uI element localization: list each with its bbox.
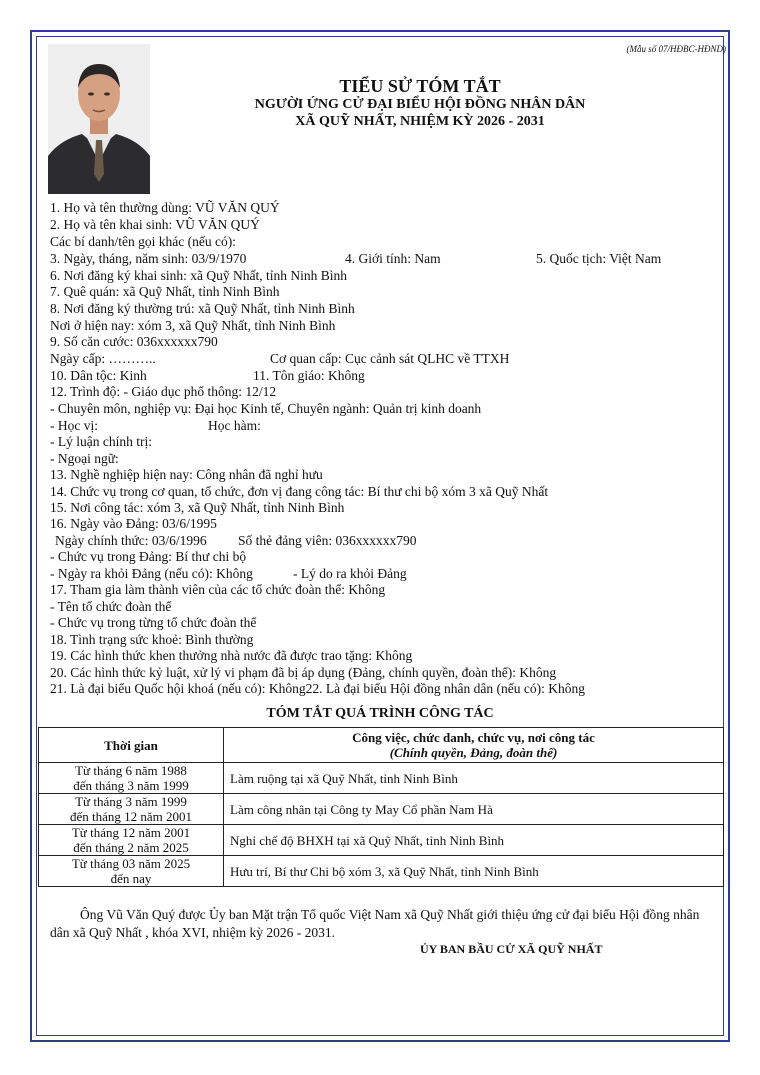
field-ethnicity: 10. Dân tộc: Kinh xyxy=(50,368,147,383)
table-row xyxy=(39,763,724,794)
field-birth-name: 2. Họ và tên khai sinh: VŨ VĂN QUÝ xyxy=(50,217,260,232)
period-cell xyxy=(39,763,224,794)
description-cell: Hưu trí, Bí thư Chi bộ xóm 3, xã Quỹ Nhất, tỉnh Ninh Bình xyxy=(224,856,724,887)
column-header-description-line1: Công việc, chức danh, chức vụ, nơi công tác xyxy=(352,730,595,745)
period-to: đến tháng 2 năm 2025 xyxy=(73,840,189,855)
description-cell: Làm công nhân tại Công ty May Cổ phần Nam Hà xyxy=(224,794,724,825)
field-party-join-date: 16. Ngày vào Đảng: 03/6/1995 xyxy=(50,516,217,531)
table-row xyxy=(39,825,724,856)
field-issuer: Cơ quan cấp: Cục cảnh sát QLHC về TTXH xyxy=(270,351,510,366)
document-title: TIỂU SỬ TÓM TẮT xyxy=(339,76,501,96)
table-row xyxy=(39,794,724,825)
field-occupation: 13. Nghề nghiệp hiện nay: Công nhân đã nghỉ hưu xyxy=(50,467,323,482)
work-history-title: TÓM TẮT QUÁ TRÌNH CÔNG TÁC xyxy=(266,706,494,721)
table-row xyxy=(39,856,724,887)
field-workplace: 15. Nơi công tác: xóm 3, xã Quỹ Nhất, tỉnh Ninh Bình xyxy=(50,500,345,515)
field-id-number: 9. Số căn cước: 036xxxxxx790 xyxy=(50,334,218,349)
period-from: Từ tháng 12 năm 2001 xyxy=(71,825,191,840)
field-academic-title: Học hàm: xyxy=(208,418,261,433)
period-from: Từ tháng 3 năm 1999 xyxy=(75,794,187,809)
field-hometown: 7. Quê quán: xã Quỹ Nhất, tỉnh Ninh Bình xyxy=(50,284,280,299)
candidate-portrait xyxy=(48,44,150,194)
field-birth-date: 3. Ngày, tháng, năm sinh: 03/9/1970 xyxy=(50,251,247,266)
work-history-table xyxy=(38,727,724,887)
period-from: Từ tháng 03 năm 2025 xyxy=(71,856,191,871)
field-organizations: 17. Tham gia làm thành viên của các tổ chức đoàn thể: Không xyxy=(50,582,386,597)
field-permanent-residence: 8. Nơi đăng ký thường trú: xã Quỹ Nhất, tỉnh Ninh Bình xyxy=(50,301,355,316)
field-religion: 11. Tôn giáo: Không xyxy=(253,368,365,383)
field-discipline: 20. Các hình thức kỷ luật, xử lý vi phạm đã bị áp dụng (Đảng, chính quyền, đoàn thể): Không xyxy=(50,665,557,680)
field-gender: 4. Giới tính: Nam xyxy=(345,251,441,266)
field-degree: - Học vị: xyxy=(50,418,98,433)
column-header-description xyxy=(224,728,724,763)
field-education: 12. Trình độ: - Giáo dục phổ thông: 12/12 xyxy=(50,384,277,399)
column-header-period: Thời gian xyxy=(39,728,224,763)
signature-block: ỦY BAN BẦU CỬ XÃ QUỸ NHẤT xyxy=(420,942,603,956)
field-nationality: 5. Quốc tịch: Việt Nam xyxy=(536,251,662,266)
period-cell xyxy=(39,856,224,887)
field-official-date: Ngày chính thức: 03/6/1996 xyxy=(55,533,207,548)
form-code: (Mẫu số 07/HĐBC-HĐND) xyxy=(626,44,726,54)
document-subtitle: NGƯỜI ỨNG CỬ ĐẠI BIỂU HỘI ĐỒNG NHÂN DÂN xyxy=(254,97,586,112)
field-foreign-language: - Ngoại ngữ: xyxy=(50,451,119,466)
field-party-card: Số thẻ đảng viên: 036xxxxxx790 xyxy=(238,533,417,548)
field-position: 14. Chức vụ trong cơ quan, tổ chức, đơn vị đang công tác: Bí thư chi bộ xóm 3 xã Quỹ Nhất xyxy=(50,484,549,499)
field-common-name: 1. Họ và tên thường dùng: VŨ VĂN QUÝ xyxy=(50,200,280,215)
description-cell: Nghỉ chế độ BHXH tại xã Quỹ Nhất, tỉnh Ninh Bình xyxy=(224,825,724,856)
field-health: 18. Tình trạng sức khoẻ: Bình thường xyxy=(50,632,254,647)
field-birth-registration: 6. Nơi đăng ký khai sinh: xã Quỹ Nhất, tỉnh Ninh Bình xyxy=(50,268,347,283)
closing-statement: Ông Vũ Văn Quý được Ủy ban Mặt trận Tổ quốc Việt Nam xã Quỹ Nhất giới thiệu ứng cử đại biểu Hội đồng nhân dân xã Quỹ Nhất , khóa XVI, nhiệm kỳ 2026 - 2031. xyxy=(50,907,700,940)
field-party-leave-date: - Ngày ra khỏi Đảng (nếu có): Không xyxy=(50,566,253,581)
field-political-theory: - Lý luận chính trị: xyxy=(50,434,152,449)
table-header-row xyxy=(39,728,724,763)
field-major: - Chuyên môn, nghiệp vụ: Đại học Kinh tế, Chuyên ngành: Quản trị kinh doanh xyxy=(50,401,482,416)
period-cell xyxy=(39,825,224,856)
period-from: Từ tháng 6 năm 1988 xyxy=(75,763,187,778)
field-alias: Các bí danh/tên gọi khác (nếu có): xyxy=(50,234,236,249)
field-org-position: - Chức vụ trong từng tổ chức đoàn thể xyxy=(50,615,257,630)
description-cell: Làm ruộng tại xã Quỹ Nhất, tỉnh Ninh Bình xyxy=(224,763,724,794)
field-delegate: 21. Là đại biểu Quốc hội khoá (nếu có): Không22. Là đại biểu Hội đồng nhân dân (nếu có): Không xyxy=(50,681,585,696)
field-party-position: - Chức vụ trong Đảng: Bí thư chi bộ xyxy=(50,549,247,564)
field-party-leave-reason: - Lý do ra khỏi Đảng xyxy=(293,566,407,581)
column-header-description-line2: (Chính quyền, Đảng, đoàn thể) xyxy=(389,745,558,760)
field-org-name: - Tên tổ chức đoàn thể xyxy=(50,599,172,614)
document-subtitle-term: XÃ QUỸ NHẤT, NHIỆM KỲ 2026 - 2031 xyxy=(295,114,545,129)
period-to: đến tháng 12 năm 2001 xyxy=(69,809,193,824)
field-awards: 19. Các hình thức khen thưởng nhà nước đã được trao tặng: Không xyxy=(50,648,413,663)
period-to: đến tháng 3 năm 1999 xyxy=(73,778,189,793)
period-to: đến nay xyxy=(110,871,152,886)
field-current-residence: Nơi ở hiện nay: xóm 3, xã Quỹ Nhất, tỉnh Ninh Bình xyxy=(50,318,336,333)
field-issue-date: Ngày cấp: ……….. xyxy=(50,351,156,366)
period-cell xyxy=(39,794,224,825)
